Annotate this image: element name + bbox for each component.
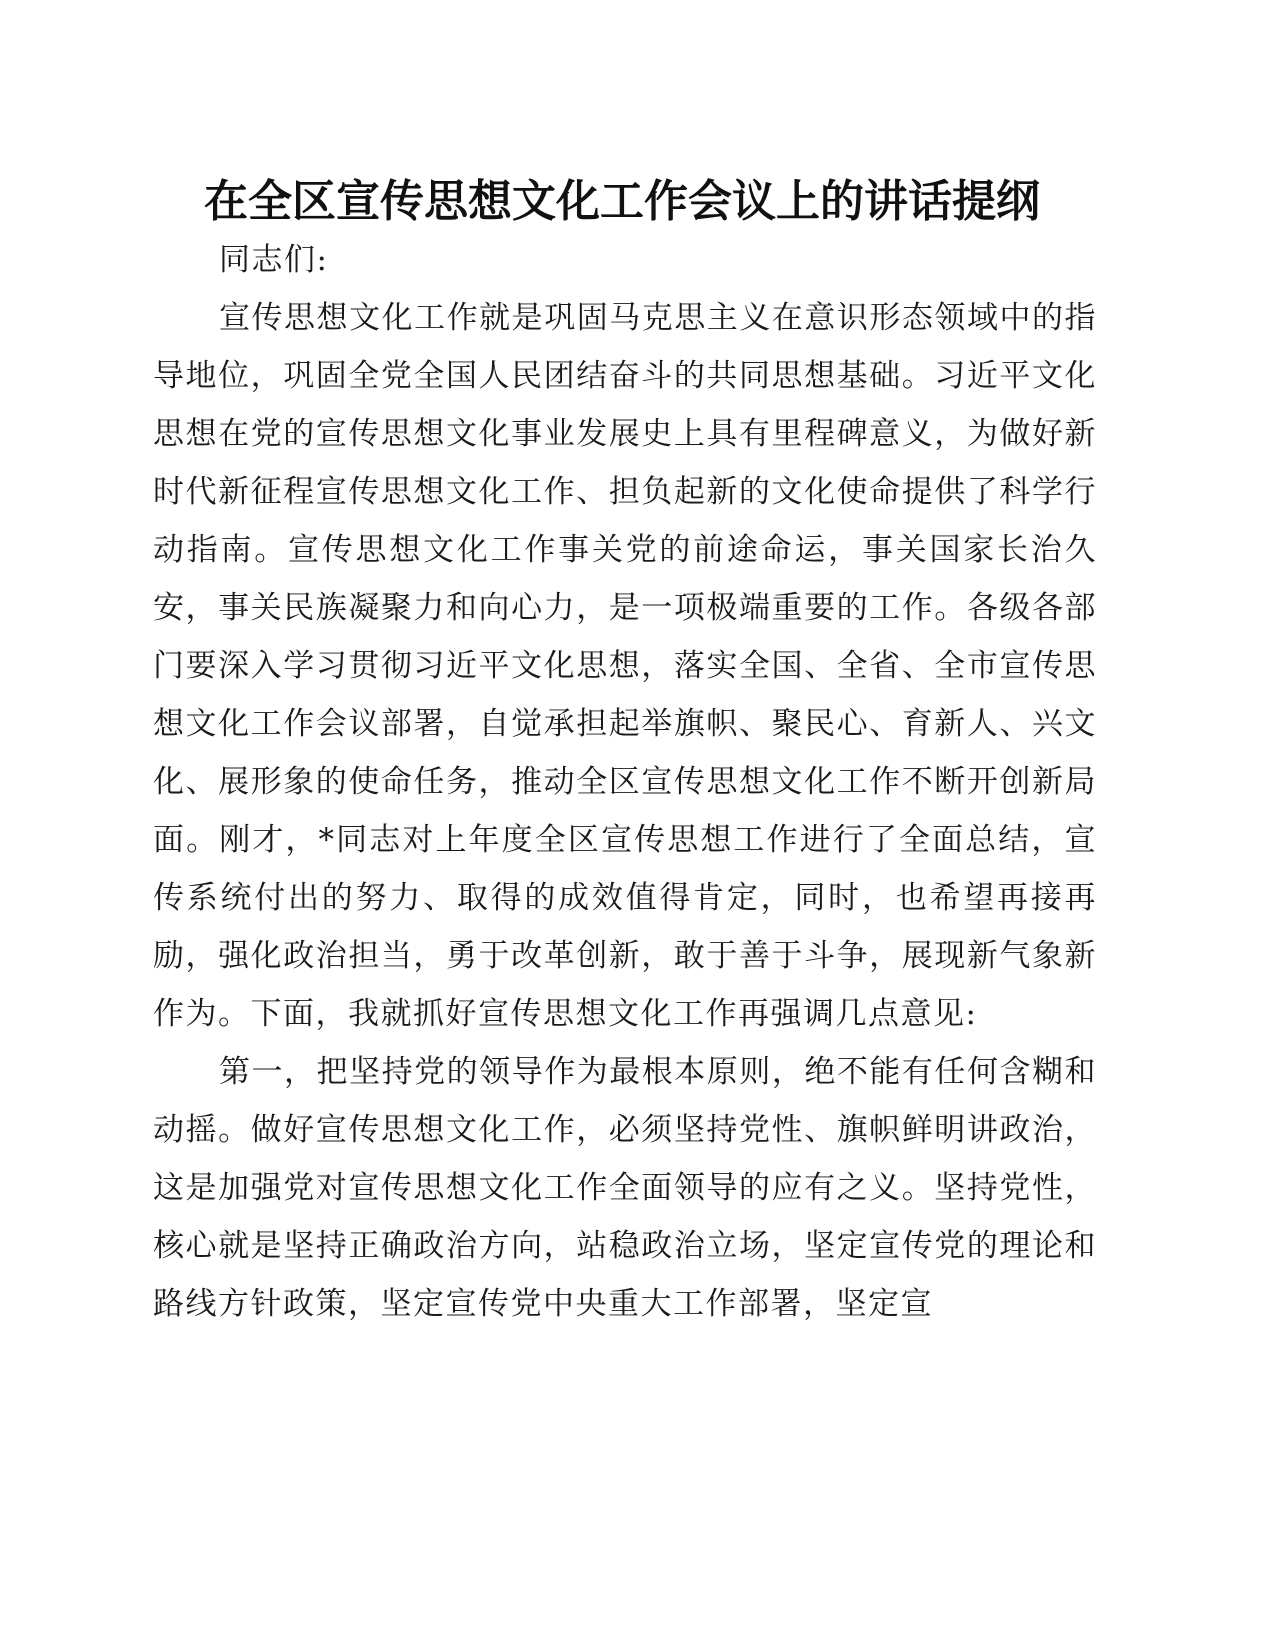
document-title: 在全区宣传思想文化工作会议上的讲话提纲 [204,176,1040,227]
document-body [153,231,1097,1333]
paragraph-intro: 宣传思想文化工作就是巩固马克思主义在意识形态领域中的指导地位，巩固全党全国人民团结奋斗的共同思想基础。习近平文化思想在党的宣传思想文化事业发展史上具有里程碑意义，为做好新时代新征程宣传思想文化工作、担负起新的文化使命提供了科学行动指南。宣传思想文化工作事关党的前途命运，事关国家长治久安，事关民族凝聚力和向心力，是一项极端重要的工作。各级各部门要深入学习贯彻习近平文化思想，落实全国、全省、全市宣传思想文化工作会议部署，自觉承担起举旗帜、聚民心、育新人、兴文化、展形象的使命任务，推动全区宣传思想文化工作不断开创新局面。刚才，*同志对上年度全区宣传思想工作进行了全面总结，宣传系统付出的努力、取得的成效值得肯定，同时，也希望再接再励，强化政治担当，勇于改革创新，敢于善于斗争，展现新气象新作为。下面，我就抓好宣传思想文化工作再强调几点意见: [153,300,1097,1032]
paragraph-first-point: 第一，把坚持党的领导作为最根本原则，绝不能有任何含糊和动摇。做好宣传思想文化工作，必须坚持党性、旗帜鲜明讲政治，这是加强党对宣传思想文化工作全面领导的应有之义。坚持党性，核心就是坚持正确政治方向，站稳政治立场，坚定宣传党的理论和路线方针政策，坚定宣传党中央重大工作部署，坚定宣 [153,1054,1097,1322]
salutation: 同志们: [219,242,329,278]
